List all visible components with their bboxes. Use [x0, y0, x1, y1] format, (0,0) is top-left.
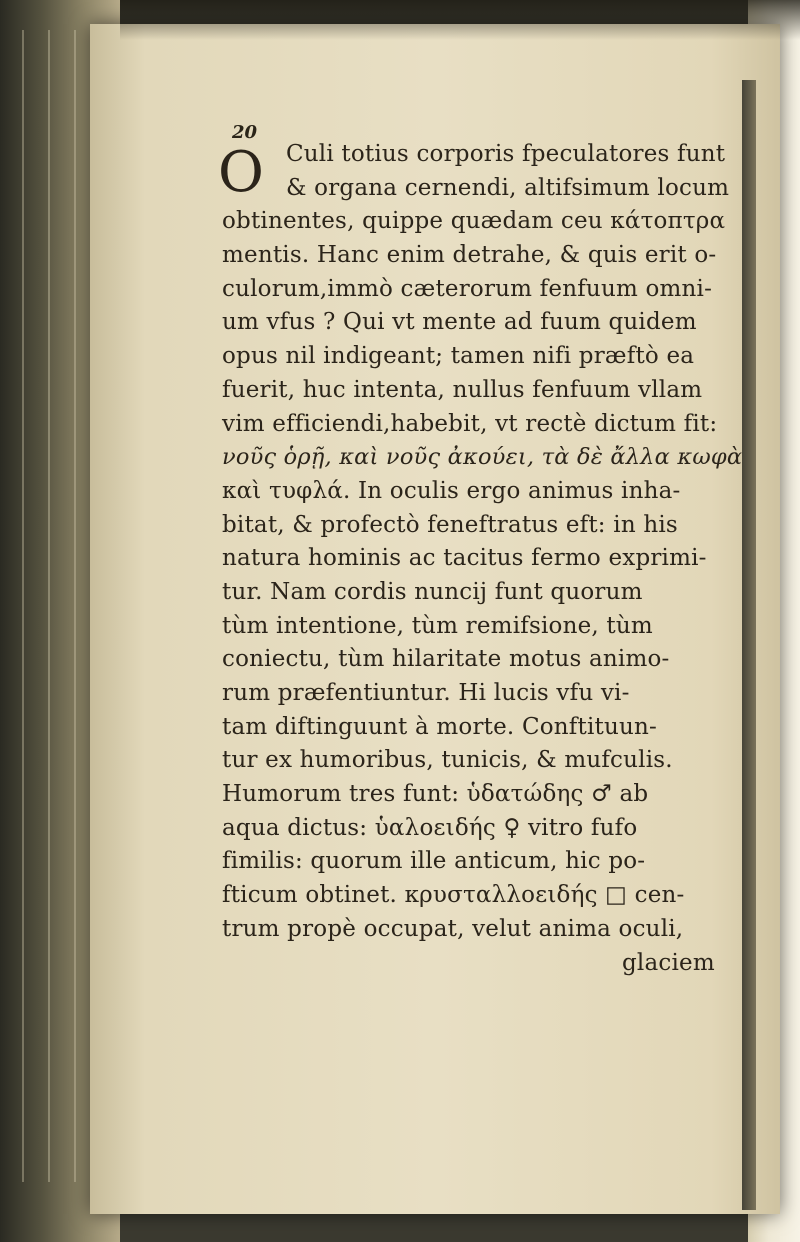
text-line: νοῦς ὁρῇ, καὶ νοῦς ἀκούει, τὰ δὲ ἄλλα κωφὰ — [222, 444, 743, 471]
text-line: Culi totius corporis fpeculatores funt — [286, 141, 726, 167]
binding-stripe — [74, 30, 76, 1182]
drop-cap: O — [218, 140, 264, 205]
page-number: 20 — [232, 122, 258, 143]
top-shadow — [120, 0, 800, 40]
text-line: um vfus ? Qui vt mente ad fuum quidem — [222, 309, 697, 336]
text-line: trum propè occupat, velut anima oculi, — [222, 915, 684, 942]
text-line: tam diftinguunt à morte. Conftituun- — [222, 713, 657, 740]
text-line: natura hominis ac tacitus fermo exprimi- — [222, 545, 707, 572]
text-line: tur ex humoribus, tunicis, & mufculis. — [222, 747, 673, 774]
text-line: tur. Nam cordis nuncij funt quorum — [222, 578, 643, 605]
text-line: & organa cernendi, altifsimum locum — [286, 174, 730, 201]
text-line: culorum,immò cæterorum fenfuum omni- — [222, 275, 713, 302]
page-fold-shadow — [742, 80, 756, 1210]
text-line: vim efficiendi,habebit, vt rectè dictum fit: — [222, 410, 718, 437]
text-line: rum præfentiuntur. Hi lucis vfu vi- — [222, 680, 630, 706]
text-line: mentis. Hanc enim detrahe, & quis erit o- — [222, 242, 717, 269]
text-line: fticum obtinet. κρυσταλλοειδής □ cen- — [222, 882, 685, 909]
text-line: bitat, & profectò feneftratus eft: in his — [222, 511, 678, 538]
text-line: fimilis: quorum ille anticum, hic po- — [222, 848, 646, 875]
text-line: glaciem — [622, 949, 715, 976]
text-line: coniectu, tùm hilaritate motus animo- — [222, 646, 670, 673]
text-line: aqua dictus: ὑαλοειδής ♀ vitro fufo — [222, 814, 638, 841]
binding-stripe — [22, 30, 24, 1182]
binding-stripe — [48, 30, 50, 1182]
text-line: obtinentes, quippe quædam ceu κάτοπτρα — [222, 208, 726, 235]
text-line: Humorum tres funt: ὑδατώδης ♂ ab — [222, 781, 649, 808]
body-text — [218, 138, 743, 980]
text-line: tùm intentione, tùm remifsione, tùm — [222, 612, 653, 639]
text-line: καὶ τυφλά. In oculis ergo animus inha- — [222, 477, 681, 504]
text-line: opus nil indigeant; tamen nifi præftò ea — [222, 343, 695, 370]
text-line: fuerit, huc intenta, nullus fenfuum vllam — [222, 376, 703, 403]
